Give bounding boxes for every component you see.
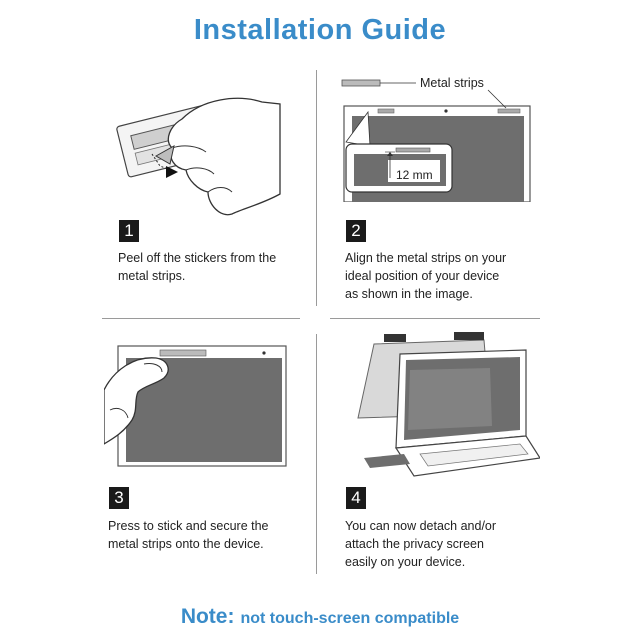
step-4-text xyxy=(345,517,496,571)
laptop-privacy-screen-illustration xyxy=(344,330,540,480)
note-line xyxy=(0,605,640,629)
measurement-label: 12 mm xyxy=(396,168,433,182)
peel-sticker-illustration xyxy=(112,74,282,224)
align-strips-illustration xyxy=(336,72,532,202)
step-1-line-2: metal strips. xyxy=(118,269,186,283)
note-text: not touch-screen compatible xyxy=(240,610,460,627)
step-1-text xyxy=(118,249,276,285)
step-2-number: 2 xyxy=(346,220,366,242)
step-2-line-1: Align the metal strips on your xyxy=(345,251,507,265)
step-4-line-3: easily on your device. xyxy=(345,555,466,569)
step-3-number: 3 xyxy=(109,487,129,509)
divider-horizontal-left xyxy=(102,318,300,319)
step-3-line-2: metal strips onto the device. xyxy=(108,537,264,551)
step-4-line-1: You can now detach and/or xyxy=(345,519,497,533)
step-3-text xyxy=(108,517,269,553)
step-4-line-2: attach the privacy screen xyxy=(345,537,484,551)
step-4-number: 4 xyxy=(346,487,366,509)
divider-horizontal-right xyxy=(330,318,540,319)
page-title: Installation Guide xyxy=(193,14,447,46)
step-2-line-3: as shown in the image. xyxy=(345,287,473,301)
step-1-number: 1 xyxy=(119,220,139,242)
metal-strips-callout: Metal strips xyxy=(420,76,484,90)
step-2-line-2: ideal position of your device xyxy=(345,269,500,283)
step-3-line-1: Press to stick and secure the xyxy=(108,519,269,533)
step-1-line-1: Peel off the stickers from the xyxy=(118,251,277,265)
divider-vertical-bottom xyxy=(316,334,317,574)
divider-vertical-top xyxy=(316,70,317,306)
step-2-text xyxy=(345,249,506,303)
press-strip-illustration xyxy=(104,340,288,470)
note-lead: Note: xyxy=(180,605,235,628)
